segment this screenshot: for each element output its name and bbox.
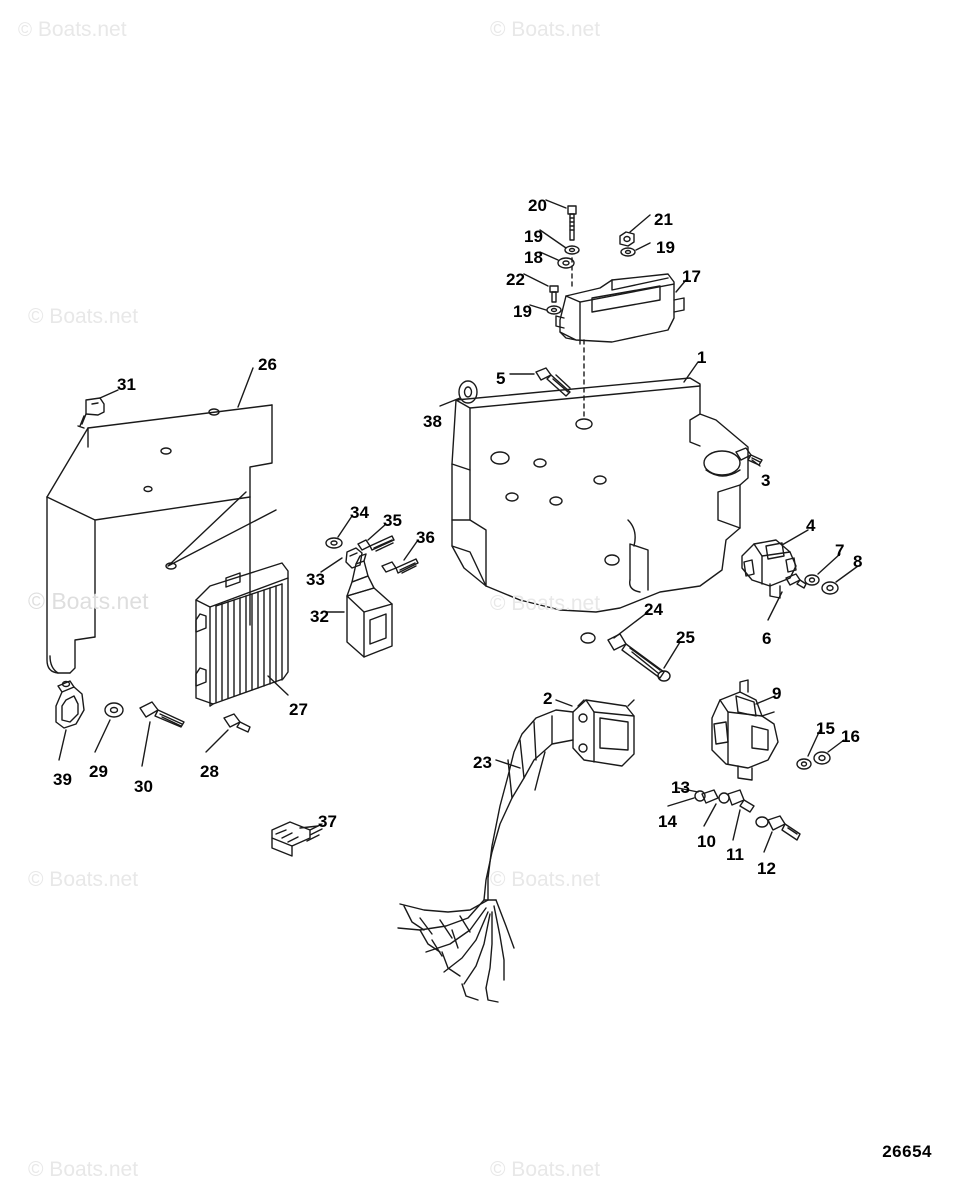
callout-10: 10 — [697, 832, 716, 851]
callout-3: 3 — [761, 471, 771, 490]
callout-19a: 19 — [524, 227, 543, 246]
leader-22 — [524, 274, 548, 286]
leader-10 — [704, 804, 716, 826]
callout-12: 12 — [757, 859, 776, 878]
part-1-mounting-plate — [452, 378, 748, 643]
part-26-cover-bracket — [47, 405, 272, 673]
callout-15: 15 — [816, 719, 835, 738]
watermark: © Boats.net — [490, 18, 601, 41]
watermark: © Boats.net — [18, 18, 127, 41]
part-4-bracket-assembly — [742, 540, 796, 598]
callout-24: 24 — [644, 600, 663, 619]
watermark: © Boats.net — [490, 868, 601, 891]
leader-29 — [95, 720, 110, 752]
part-28-bolt — [224, 714, 250, 732]
watermark: © Boats.net — [28, 868, 139, 891]
callout-36: 36 — [416, 528, 435, 547]
diagram-number: 26654 — [882, 1142, 932, 1161]
callout-13: 13 — [671, 778, 690, 797]
leader-26-assembly — [168, 492, 276, 566]
part-37-terminal — [272, 822, 322, 856]
part-7-washer — [805, 575, 819, 585]
callout-33: 33 — [306, 570, 325, 589]
part-30-bolt — [140, 702, 184, 727]
callout-16: 16 — [841, 727, 860, 746]
watermark: © Boats.net — [490, 592, 601, 615]
part-29-washer — [105, 703, 123, 717]
leader-2 — [556, 700, 572, 706]
leader-19a — [540, 230, 566, 248]
leader-26 — [238, 368, 253, 407]
part-8-washer — [822, 582, 838, 594]
callout-35: 35 — [383, 511, 402, 530]
leader-14 — [668, 798, 694, 806]
leader-11 — [733, 810, 740, 840]
leader-30 — [142, 722, 150, 766]
part-38-washer — [459, 381, 477, 403]
leader-38 — [440, 398, 460, 406]
callout-32: 32 — [310, 607, 329, 626]
callout-19b: 19 — [656, 238, 675, 257]
leader-28 — [206, 730, 228, 752]
callout-22: 22 — [506, 270, 525, 289]
leader-4 — [782, 530, 808, 545]
callout-31: 31 — [117, 375, 136, 394]
callout-30: 30 — [134, 777, 153, 796]
callout-17: 17 — [682, 267, 701, 286]
watermark: © Boats.net — [490, 1158, 601, 1181]
callout-26: 26 — [258, 355, 277, 374]
part-31-clip — [78, 398, 104, 428]
callout-23: 23 — [473, 753, 492, 772]
callout-19c: 19 — [513, 302, 532, 321]
callout-4: 4 — [806, 516, 816, 535]
watermark: © Boats.net — [28, 588, 149, 614]
callout-28: 28 — [200, 762, 219, 781]
leader-27 — [268, 676, 288, 695]
leader-19b — [636, 243, 650, 250]
part-39-clamp — [56, 681, 84, 728]
callout-9: 9 — [772, 684, 782, 703]
callout-6: 6 — [762, 629, 772, 648]
callout-14: 14 — [658, 812, 677, 831]
part-9-assembly — [712, 680, 778, 780]
part-17-module — [556, 274, 684, 344]
part-10-11-fastener — [719, 790, 754, 812]
part-2-module — [573, 700, 634, 766]
callout-7: 7 — [835, 541, 845, 560]
part-20-bolt — [568, 206, 576, 240]
part-35-36-screws — [358, 536, 418, 573]
part-15-washer — [797, 759, 811, 769]
callout-29: 29 — [89, 762, 108, 781]
part-21-nut — [620, 232, 634, 246]
part-22-screw — [550, 286, 558, 302]
leader-20 — [546, 200, 566, 208]
leader-31 — [100, 390, 118, 398]
part-12-bolt — [756, 816, 800, 840]
part-19-washer-a — [565, 246, 579, 254]
callout-37: 37 — [318, 812, 337, 831]
callout-5: 5 — [496, 369, 506, 388]
callout-2: 2 — [543, 689, 553, 708]
watermark: © Boats.net — [28, 1158, 139, 1181]
callout-39: 39 — [53, 770, 72, 789]
leader-19c — [530, 305, 546, 310]
callout-21: 21 — [654, 210, 673, 229]
leader-21 — [630, 215, 650, 232]
leader-12 — [764, 832, 772, 852]
callout-34: 34 — [350, 503, 369, 522]
callout-38: 38 — [423, 412, 442, 431]
part-19-washer-c — [547, 306, 561, 314]
part-16-washer — [814, 752, 830, 764]
callout-11: 11 — [726, 845, 744, 864]
callout-20: 20 — [528, 196, 547, 215]
part-19-washer-b — [621, 248, 635, 256]
part-27-ecm — [196, 563, 288, 706]
callout-1: 1 — [697, 348, 707, 367]
part-25-bolt — [608, 634, 670, 681]
callout-18: 18 — [524, 248, 543, 267]
watermark: © Boats.net — [28, 305, 139, 328]
callout-27: 27 — [289, 700, 308, 719]
part-6-bolt — [786, 574, 806, 588]
leader-24 — [614, 612, 648, 638]
leader-39 — [59, 730, 66, 760]
part-34-washer — [326, 538, 342, 548]
callout-25: 25 — [676, 628, 695, 647]
part-32-sensor — [347, 554, 392, 657]
callout-8: 8 — [853, 552, 863, 571]
